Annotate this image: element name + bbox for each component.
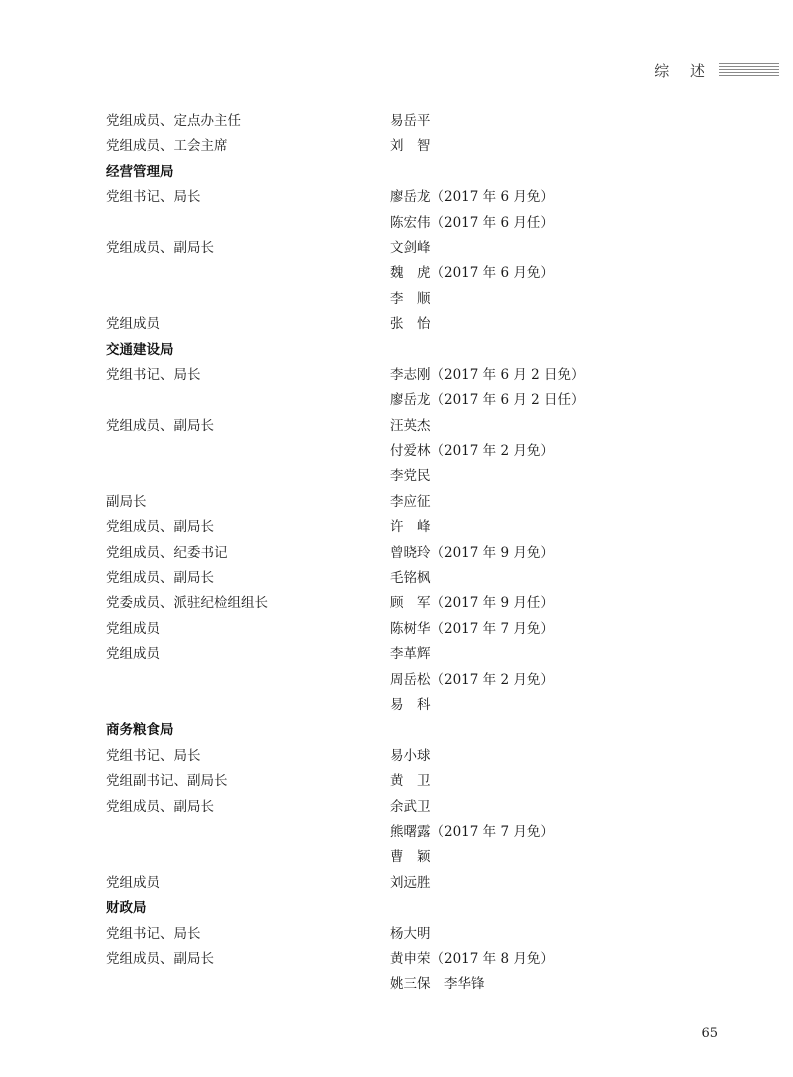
list-item <box>106 871 706 896</box>
position-title: 党委成员、派驻纪检组组长 <box>106 595 268 612</box>
person-name: 刘 智 <box>390 138 431 155</box>
list-item <box>106 363 706 388</box>
person-name: 余武卫 <box>390 798 431 815</box>
person-name: 李志刚（2017 年 6 月 2 日免） <box>390 366 585 383</box>
position-title: 党组成员 <box>106 874 160 891</box>
person-name: 文剑峰 <box>390 239 431 256</box>
person-name: 刘远胜 <box>390 874 431 891</box>
position-title: 党组书记、局长 <box>106 366 201 383</box>
running-header <box>654 58 779 82</box>
position-title <box>106 845 390 870</box>
person-name: 易岳平 <box>390 113 431 129</box>
position-title <box>106 439 390 464</box>
person-name: 曹 颖 <box>390 849 431 866</box>
position-title: 党组成员、工会主席 <box>106 138 228 155</box>
section-heading: 财政局 <box>106 900 147 917</box>
section-heading: 交通建设局 <box>106 341 174 358</box>
person-name: 张 怡 <box>390 316 431 333</box>
list-item <box>106 414 706 439</box>
person-name: 廖岳龙（2017 年 6 月免） <box>390 189 554 206</box>
position-title: 党组成员、纪委书记 <box>106 544 228 561</box>
position-title: 党组书记、局长 <box>106 747 201 764</box>
position-title <box>106 820 390 845</box>
list-item <box>106 922 706 947</box>
list-item <box>106 515 706 540</box>
list-item <box>106 490 706 515</box>
person-name: 李党民 <box>390 468 431 485</box>
position-title: 党组成员、副局长 <box>106 417 214 434</box>
position-title <box>106 693 390 718</box>
list-item <box>106 566 706 591</box>
position-title: 党组成员、副局长 <box>106 798 214 815</box>
list-item <box>106 668 706 693</box>
list-item <box>106 464 706 489</box>
header-title: 综 述 <box>654 61 713 80</box>
list-item <box>106 972 706 997</box>
person-name: 熊曙露（2017 年 7 月免） <box>390 823 554 840</box>
person-name: 姚三保 李华锋 <box>390 976 485 993</box>
position-title: 党组成员、定点办主任 <box>106 113 241 129</box>
position-title <box>106 668 390 693</box>
person-name: 黄申荣（2017 年 8 月免） <box>390 950 554 967</box>
position-title: 副局长 <box>106 493 147 510</box>
position-title <box>106 261 390 286</box>
list-item <box>106 312 706 337</box>
position-title: 党组书记、局长 <box>106 925 201 942</box>
position-title: 党组成员、副局长 <box>106 239 214 256</box>
list-item <box>106 185 706 210</box>
person-name: 周岳松（2017 年 2 月免） <box>390 671 554 688</box>
page-number: 65 <box>701 1026 718 1041</box>
position-title <box>106 388 390 413</box>
person-name: 李革辉 <box>390 646 431 663</box>
person-name: 陈宏伟（2017 年 6 月任） <box>390 214 554 231</box>
position-title: 党组书记、局长 <box>106 189 201 206</box>
list-item <box>106 388 706 413</box>
position-title <box>106 211 390 236</box>
list-item <box>106 591 706 616</box>
list-item <box>106 642 706 667</box>
person-name: 杨大明 <box>390 925 431 942</box>
person-name: 廖岳龙（2017 年 6 月 2 日任） <box>390 392 585 409</box>
position-title: 党组成员、副局长 <box>106 519 214 536</box>
position-title: 党组成员、副局长 <box>106 570 214 587</box>
person-name: 易 科 <box>390 696 431 713</box>
person-name: 魏 虎（2017 年 6 月免） <box>390 265 554 282</box>
person-name: 易小球 <box>390 747 431 764</box>
list-item <box>106 769 706 794</box>
section-heading: 商务粮食局 <box>106 722 174 739</box>
list-item <box>106 287 706 312</box>
position-title <box>106 287 390 312</box>
person-name: 曾晓玲（2017 年 9 月免） <box>390 544 554 561</box>
list-item <box>106 439 706 464</box>
list-item <box>106 845 706 870</box>
position-title: 党组成员 <box>106 620 160 637</box>
list-item <box>106 744 706 769</box>
list-item <box>106 795 706 820</box>
header-rule-lines <box>719 63 779 78</box>
person-name: 陈树华（2017 年 7 月免） <box>390 620 554 637</box>
section-heading: 经营管理局 <box>106 163 174 180</box>
position-title: 党组副书记、副局长 <box>106 773 228 790</box>
position-title <box>106 972 390 997</box>
list-item <box>106 211 706 236</box>
list-item <box>106 236 706 261</box>
person-name: 顾 军（2017 年 9 月任） <box>390 595 554 612</box>
personnel-list <box>106 109 706 998</box>
list-item <box>106 134 706 159</box>
person-name: 李应征 <box>390 493 431 510</box>
list-item <box>106 541 706 566</box>
list-item <box>106 109 706 134</box>
list-item <box>106 693 706 718</box>
list-item <box>106 820 706 845</box>
person-name: 付爱林（2017 年 2 月免） <box>390 443 554 460</box>
person-name: 毛铭枫 <box>390 570 431 587</box>
person-name: 李 顺 <box>390 290 431 307</box>
list-item <box>106 947 706 972</box>
position-title: 党组成员 <box>106 646 160 663</box>
person-name: 许 峰 <box>390 519 431 536</box>
position-title: 党组成员 <box>106 316 160 333</box>
list-item <box>106 261 706 286</box>
person-name: 汪英杰 <box>390 417 431 434</box>
person-name: 黄 卫 <box>390 773 431 790</box>
list-item <box>106 617 706 642</box>
position-title <box>106 464 390 489</box>
position-title: 党组成员、副局长 <box>106 950 214 967</box>
